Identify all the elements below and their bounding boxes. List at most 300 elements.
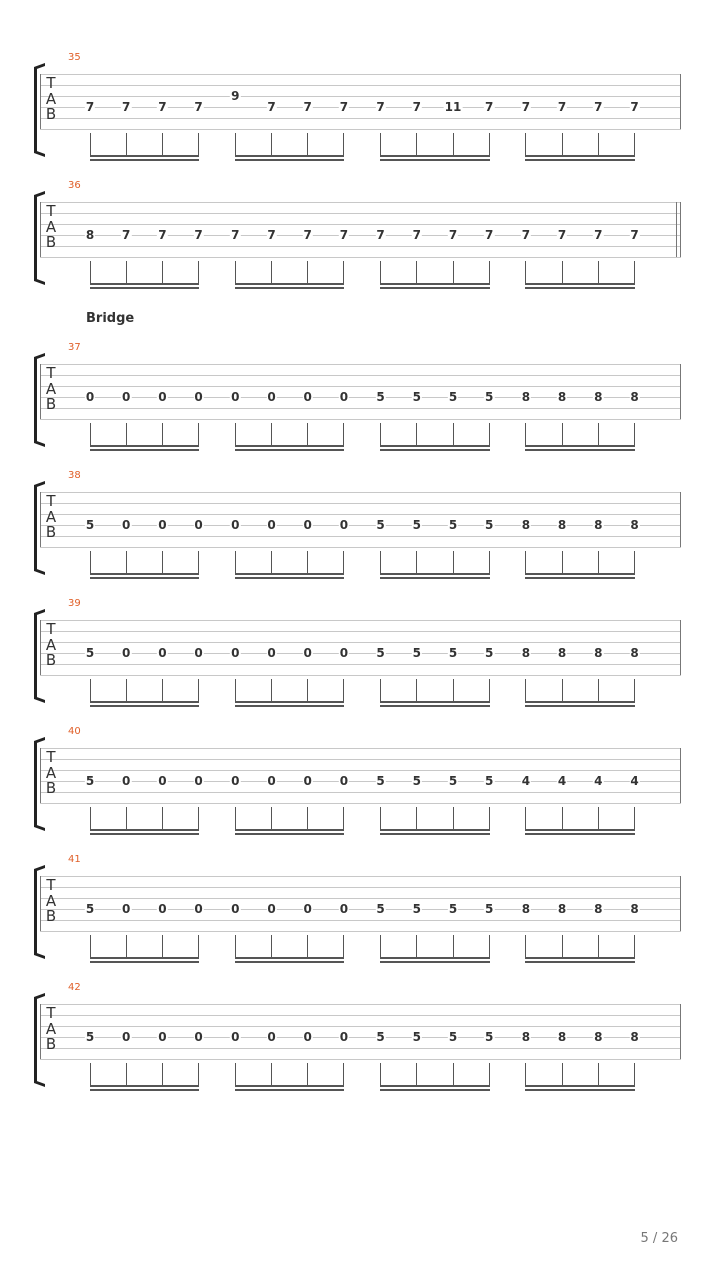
tab-clef-letter: B: [45, 233, 57, 251]
fret-number: 7: [376, 100, 385, 114]
note-stem: [416, 935, 417, 959]
fret-number: 7: [303, 228, 312, 242]
note-stem: [235, 261, 236, 285]
tab-string-line: [40, 514, 681, 515]
fret-number: 0: [303, 902, 312, 916]
fret-number: 8: [521, 518, 531, 532]
fret-number: 7: [194, 228, 203, 242]
note-stem: [380, 807, 381, 831]
fret-number: 0: [158, 646, 167, 660]
fret-number: 7: [594, 100, 603, 114]
fret-number: 7: [557, 100, 567, 114]
fret-number: 7: [521, 100, 531, 114]
fret-number: 7: [158, 100, 167, 114]
note-stem: [162, 423, 163, 447]
beam: [90, 1089, 200, 1091]
fret-number: 0: [194, 902, 203, 916]
fret-number: 0: [267, 646, 276, 660]
beam: [525, 701, 635, 703]
tab-clef-letter: T: [46, 620, 56, 638]
tab-string-line: [40, 246, 681, 247]
tab-clef-letter: T: [46, 748, 56, 766]
fret-number: 0: [194, 518, 203, 532]
fret-number: 9: [231, 89, 240, 103]
beam: [235, 833, 345, 835]
note-stem: [162, 1063, 163, 1087]
note-stem: [634, 423, 635, 447]
tab-string-line: [40, 235, 681, 236]
tab-string-line: [40, 364, 681, 365]
tab-string-line: [40, 74, 681, 75]
tab-string-line: [40, 920, 681, 921]
note-stem: [271, 807, 272, 831]
fret-number: 8: [594, 1030, 603, 1044]
fret-number: 5: [448, 646, 458, 660]
fret-number: 0: [303, 1030, 312, 1044]
note-stem: [307, 551, 308, 575]
fret-number: 0: [267, 390, 276, 404]
fret-number: 0: [231, 774, 240, 788]
note-stem: [90, 1063, 91, 1087]
measure-number: 40: [68, 726, 81, 737]
note-stem: [453, 679, 454, 703]
note-stem: [489, 423, 490, 447]
beam: [235, 961, 345, 963]
beam: [90, 445, 200, 447]
fret-number: 5: [412, 646, 421, 660]
note-stem: [271, 423, 272, 447]
note-stem: [271, 133, 272, 157]
tab-system: [0, 52, 720, 152]
note-stem: [562, 423, 563, 447]
tab-clef-letter: T: [46, 202, 56, 220]
beam: [235, 573, 345, 575]
fret-number: 5: [85, 646, 95, 660]
fret-number: 0: [303, 646, 312, 660]
fret-number: 8: [557, 390, 567, 404]
fret-number: 0: [194, 646, 203, 660]
note-stem: [634, 261, 635, 285]
tab-clef-letter: B: [45, 105, 57, 123]
fret-number: 5: [448, 390, 458, 404]
note-stem: [489, 551, 490, 575]
beam: [90, 155, 200, 157]
note-stem: [598, 133, 599, 157]
fret-number: 5: [376, 902, 385, 916]
tab-string-line: [40, 759, 681, 760]
fret-number: 0: [303, 518, 312, 532]
system-bracket: [34, 69, 43, 151]
note-stem: [162, 679, 163, 703]
fret-number: 5: [412, 902, 421, 916]
tab-string-line: [40, 1026, 681, 1027]
note-stem: [235, 679, 236, 703]
beam: [235, 159, 345, 161]
tab-clef-letter: A: [45, 763, 57, 782]
beam: [525, 957, 635, 959]
note-stem: [198, 935, 199, 959]
fret-number: 7: [485, 228, 494, 242]
tab-clef-letter: T: [46, 492, 56, 510]
system-bracket: [34, 487, 43, 569]
note-stem: [126, 807, 127, 831]
tab-clef-letter: B: [45, 1035, 57, 1053]
beam: [235, 1085, 345, 1087]
barline: [40, 202, 41, 257]
fret-number: 8: [521, 390, 531, 404]
tab-clef-letter: T: [46, 1004, 56, 1022]
note-stem: [453, 133, 454, 157]
beam: [90, 833, 200, 835]
fret-number: 7: [122, 228, 131, 242]
tab-string-line: [40, 224, 681, 225]
note-stem: [562, 261, 563, 285]
fret-number: 5: [448, 774, 458, 788]
fret-number: 0: [194, 390, 203, 404]
note-stem: [380, 679, 381, 703]
note-stem: [489, 133, 490, 157]
tab-clef-letter: T: [46, 364, 56, 382]
note-stem: [416, 133, 417, 157]
fret-number: 0: [339, 1030, 349, 1044]
beam: [90, 159, 200, 161]
note-stem: [380, 551, 381, 575]
note-stem: [90, 935, 91, 959]
beam: [380, 445, 490, 447]
fret-number: 4: [557, 774, 567, 788]
note-stem: [235, 423, 236, 447]
fret-number: 8: [521, 646, 531, 660]
beam: [525, 1089, 635, 1091]
note-stem: [453, 935, 454, 959]
note-stem: [162, 133, 163, 157]
note-stem: [126, 679, 127, 703]
note-stem: [198, 551, 199, 575]
barline: [680, 202, 681, 257]
beam: [525, 829, 635, 831]
measure-number: 35: [68, 52, 81, 63]
beam: [90, 701, 200, 703]
note-stem: [562, 1063, 563, 1087]
note-stem: [126, 133, 127, 157]
fret-number: 5: [448, 902, 458, 916]
note-stem: [598, 551, 599, 575]
fret-number: 5: [485, 902, 494, 916]
note-stem: [562, 935, 563, 959]
fret-number: 0: [194, 1030, 203, 1044]
beam: [90, 283, 200, 285]
note-stem: [126, 935, 127, 959]
note-stem: [235, 551, 236, 575]
tab-clef-letter: T: [46, 74, 56, 92]
fret-number: 5: [412, 1030, 421, 1044]
beam: [380, 957, 490, 959]
tab-string-line: [40, 107, 681, 108]
tab-clef-letter: A: [45, 89, 57, 108]
fret-number: 0: [231, 390, 240, 404]
beam: [525, 573, 635, 575]
fret-number: 0: [122, 1030, 131, 1044]
note-stem: [416, 261, 417, 285]
fret-number: 8: [630, 518, 639, 532]
tab-string-line: [40, 397, 681, 398]
tab-clef-letter: B: [45, 779, 57, 797]
fret-number: 0: [267, 902, 276, 916]
tab-clef-letter: A: [45, 217, 57, 236]
beam: [90, 287, 200, 289]
fret-number: 5: [376, 774, 385, 788]
beam: [235, 705, 345, 707]
fret-number: 0: [303, 390, 312, 404]
tab-string-line: [40, 631, 681, 632]
tab-system: [0, 470, 720, 570]
fret-number: 4: [521, 774, 531, 788]
note-stem: [307, 423, 308, 447]
note-stem: [343, 551, 344, 575]
barline: [680, 492, 681, 547]
note-stem: [598, 423, 599, 447]
fret-number: 0: [339, 518, 349, 532]
fret-number: 7: [194, 100, 203, 114]
beam: [380, 961, 490, 963]
fret-number: 7: [412, 228, 421, 242]
note-stem: [90, 679, 91, 703]
barline: [40, 1004, 41, 1059]
beam: [380, 577, 490, 579]
tab-string-line: [40, 931, 681, 932]
tab-string-line: [40, 620, 681, 621]
fret-number: 5: [412, 518, 421, 532]
note-stem: [453, 807, 454, 831]
beam: [525, 159, 635, 161]
tab-string-line: [40, 492, 681, 493]
fret-number: 7: [448, 228, 458, 242]
measure-number: 41: [68, 854, 81, 865]
barline: [40, 492, 41, 547]
tab-string-line: [40, 642, 681, 643]
fret-number: 5: [85, 1030, 95, 1044]
note-stem: [453, 261, 454, 285]
beam: [380, 159, 490, 161]
fret-number: 0: [303, 774, 312, 788]
beam: [380, 701, 490, 703]
note-stem: [634, 935, 635, 959]
tab-string-line: [40, 386, 681, 387]
beam: [525, 833, 635, 835]
fret-number: 7: [85, 100, 95, 114]
tab-system: [0, 342, 720, 442]
beam: [380, 449, 490, 451]
tab-clef-letter: A: [45, 635, 57, 654]
beam: [525, 449, 635, 451]
tab-string-line: [40, 536, 681, 537]
note-stem: [126, 1063, 127, 1087]
note-stem: [598, 807, 599, 831]
tab-string-line: [40, 1059, 681, 1060]
fret-number: 8: [594, 646, 603, 660]
tab-string-line: [40, 1004, 681, 1005]
beam: [235, 155, 345, 157]
beam: [525, 705, 635, 707]
note-stem: [271, 1063, 272, 1087]
note-stem: [90, 551, 91, 575]
note-stem: [271, 679, 272, 703]
fret-number: 5: [376, 390, 385, 404]
note-stem: [307, 935, 308, 959]
fret-number: 0: [122, 390, 131, 404]
beam: [235, 957, 345, 959]
system-bracket: [34, 743, 43, 825]
note-stem: [343, 423, 344, 447]
beam: [525, 287, 635, 289]
beam: [90, 705, 200, 707]
fret-number: 8: [557, 646, 567, 660]
barline: [680, 748, 681, 803]
tab-string-line: [40, 408, 681, 409]
fret-number: 7: [485, 100, 494, 114]
note-stem: [162, 551, 163, 575]
fret-number: 5: [376, 518, 385, 532]
measure-number: 36: [68, 180, 81, 191]
beam: [380, 829, 490, 831]
note-stem: [525, 133, 526, 157]
beam: [90, 961, 200, 963]
measure-number: 42: [68, 982, 81, 993]
tab-string-line: [40, 781, 681, 782]
note-stem: [198, 261, 199, 285]
note-stem: [307, 1063, 308, 1087]
beam: [380, 833, 490, 835]
beam: [90, 577, 200, 579]
beam: [380, 155, 490, 157]
note-stem: [307, 261, 308, 285]
beam: [90, 957, 200, 959]
fret-number: 0: [122, 774, 131, 788]
beam: [525, 445, 635, 447]
tab-string-line: [40, 419, 681, 420]
fret-number: 0: [158, 518, 167, 532]
tab-system: [0, 180, 720, 280]
fret-number: 5: [376, 646, 385, 660]
note-stem: [90, 423, 91, 447]
note-stem: [307, 133, 308, 157]
fret-number: 5: [485, 390, 494, 404]
beam: [235, 829, 345, 831]
tab-system: [0, 982, 720, 1082]
fret-number: 5: [485, 1030, 494, 1044]
tab-string-line: [40, 129, 681, 130]
note-stem: [343, 679, 344, 703]
note-stem: [453, 1063, 454, 1087]
tab-string-line: [40, 375, 681, 376]
fret-number: 4: [594, 774, 603, 788]
fret-number: 7: [521, 228, 531, 242]
fret-number: 8: [521, 1030, 531, 1044]
fret-number: 0: [158, 390, 167, 404]
beam: [380, 1089, 490, 1091]
note-stem: [162, 935, 163, 959]
fret-number: 5: [85, 902, 95, 916]
note-stem: [562, 551, 563, 575]
fret-number: 5: [85, 518, 95, 532]
tab-string-line: [40, 675, 681, 676]
fret-number: 5: [412, 390, 421, 404]
note-stem: [562, 133, 563, 157]
tab-string-line: [40, 876, 681, 877]
barline: [40, 74, 41, 129]
beam: [380, 287, 490, 289]
tab-clef-letter: B: [45, 651, 57, 669]
barline: [676, 202, 677, 257]
tab-system: [0, 598, 720, 698]
note-stem: [489, 679, 490, 703]
note-stem: [598, 1063, 599, 1087]
tab-string-line: [40, 887, 681, 888]
fret-number: 0: [267, 518, 276, 532]
note-stem: [634, 133, 635, 157]
tab-string-line: [40, 748, 681, 749]
tab-string-line: [40, 653, 681, 654]
fret-number: 7: [231, 228, 240, 242]
note-stem: [416, 807, 417, 831]
fret-number: 0: [194, 774, 203, 788]
fret-number: 7: [557, 228, 567, 242]
barline: [40, 876, 41, 931]
note-stem: [453, 423, 454, 447]
tab-string-line: [40, 770, 681, 771]
note-stem: [634, 807, 635, 831]
note-stem: [562, 807, 563, 831]
note-stem: [343, 935, 344, 959]
tab-string-line: [40, 96, 681, 97]
measure-number: 38: [68, 470, 81, 481]
note-stem: [416, 679, 417, 703]
barline: [680, 1004, 681, 1059]
fret-number: 11: [444, 100, 462, 114]
note-stem: [162, 261, 163, 285]
note-stem: [235, 133, 236, 157]
system-bracket: [34, 871, 43, 953]
fret-number: 8: [630, 390, 639, 404]
beam: [525, 155, 635, 157]
beam: [525, 1085, 635, 1087]
note-stem: [90, 133, 91, 157]
note-stem: [380, 935, 381, 959]
note-stem: [343, 807, 344, 831]
note-stem: [235, 807, 236, 831]
beam: [235, 701, 345, 703]
tab-clef-letter: B: [45, 395, 57, 413]
note-stem: [126, 423, 127, 447]
note-stem: [634, 1063, 635, 1087]
fret-number: 7: [412, 100, 421, 114]
note-stem: [525, 935, 526, 959]
fret-number: 0: [339, 646, 349, 660]
fret-number: 8: [630, 902, 639, 916]
note-stem: [198, 679, 199, 703]
beam: [525, 283, 635, 285]
note-stem: [198, 1063, 199, 1087]
note-stem: [343, 1063, 344, 1087]
tab-string-line: [40, 85, 681, 86]
fret-number: 5: [376, 1030, 385, 1044]
note-stem: [598, 261, 599, 285]
note-stem: [416, 423, 417, 447]
system-bracket: [34, 359, 43, 441]
note-stem: [198, 423, 199, 447]
tab-string-line: [40, 803, 681, 804]
tab-string-line: [40, 1015, 681, 1016]
